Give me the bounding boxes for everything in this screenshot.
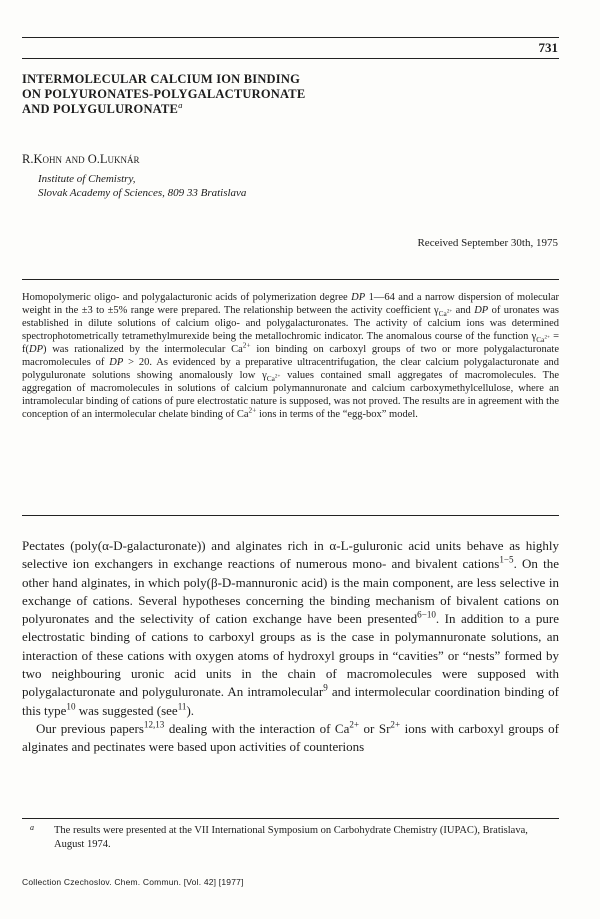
title-line-1: INTERMOLECULAR CALCIUM ION BINDING (22, 72, 301, 86)
page-number: 731 (538, 40, 558, 55)
footnote-rule (22, 818, 559, 819)
top-rule (22, 37, 559, 38)
main-text (22, 537, 559, 757)
footnote-text: The results were presented at the VII International Symposium on Carbohydrate Chemistry (IUPAC), Bratislava, August 1974. (54, 825, 528, 850)
paragraph-1: Pectates (poly(α-D-galacturonate)) and alginates rich in α-L-guluronic acid units behave as highly selective ion exchangers in exchange reactions of numerous mono- and bivalent cations$^{1-5}$. On the other hand alginates, in which poly(β-D-mannuronic acid) is the main component, are less selective in exchange of cations. Several hypotheses concerning the binding mechanism of bivalent cations on polyuronates and the selectivity of cation exchange have been presented$^{6-10}$. In addition to a pure electrostatic binding of cations to carboxyl groups as is the case in polymannuronate solutions, an interaction of these cations with oxygen atoms of hydroxyl groups in “cavities” or “nests” formed by two neighbouring uronic acid units in the chain of macromolecules were supposed with polygalacturonate and polyguluronate. An intramolecular$^9$ and intermolecular coordination binding of this type$^{10}$ was suggested (see$^{11}$). (22, 538, 560, 718)
affiliation-line-2: Slovak Academy of Sciences, 809 33 Bratislava (38, 187, 247, 199)
journal-footer: Collection Czechoslov. Chem. Commun. [Vol. 42] [1977] (22, 877, 244, 887)
article-title (22, 72, 422, 117)
footnote (22, 824, 559, 852)
paragraph-2: Our previous papers$^{12,13}$ dealing with the interaction of $Ca^{2+}$ or $Sr^{2+}$ ions with carboxyl groups of alginates and pectinates were based upon activities of counterions (22, 719, 560, 755)
header-rule (22, 58, 559, 59)
affiliation (38, 172, 246, 200)
received-date: Received September 30th, 1975 (417, 237, 558, 249)
abstract-bottom-rule (22, 515, 559, 516)
title-footnote-marker: a (178, 99, 183, 110)
abstract: Homopolymeric oligo- and polygalacturonic acids of polymerization degree DP 1—64 and a narrow dispersion of molecular weight in the ±3 to ±5% range were prepared. The relationship between the activity coefficient $\gamma_{Ca^{2+}}$ and DP of uronates was established in dilute solutions of calcium oligo- and polygalacturonates. The activity of calcium ions was determined spectrophotometrically tetramethylmurexide being the metallochromic indicator. The anomalous course of the function $\gamma_{Ca^{2+}} = f(DP)$ was rationalized by the intermolecular $Ca^{2+}$ ion binding on carboxyl groups of two or more polygalacturonate macromolecules of DP > 20. As evidenced by a preparative ultracentrifugation, the clear calcium polygalacturonate and polyguluronate solutions showing anomalously low $\gamma_{Ca^{2+}}$ values contained small aggregates of macromolecules. The aggregation of macromolecules in solutions of calcium polymannuronate and calcium carboxymethylcellulose, where an intramolecular binding of cations of pure electrostatic nature is supposed, was not proved. The results are in agreement with the conception of an intermolecular chelate binding of $Ca^{2+}$ ions in terms of the “egg-box” model. (22, 292, 560, 421)
authors: R.Kohn and O.Luknár (22, 152, 140, 166)
title-line-2: ON POLYURONATES-POLYGALACTURONATE (22, 87, 306, 101)
affiliation-line-1: Institute of Chemistry, (38, 173, 136, 185)
title-line-3: AND POLYGULURONATE$^a$ (22, 99, 183, 116)
footnote-marker: a (30, 823, 34, 832)
abstract-top-rule (22, 279, 559, 280)
